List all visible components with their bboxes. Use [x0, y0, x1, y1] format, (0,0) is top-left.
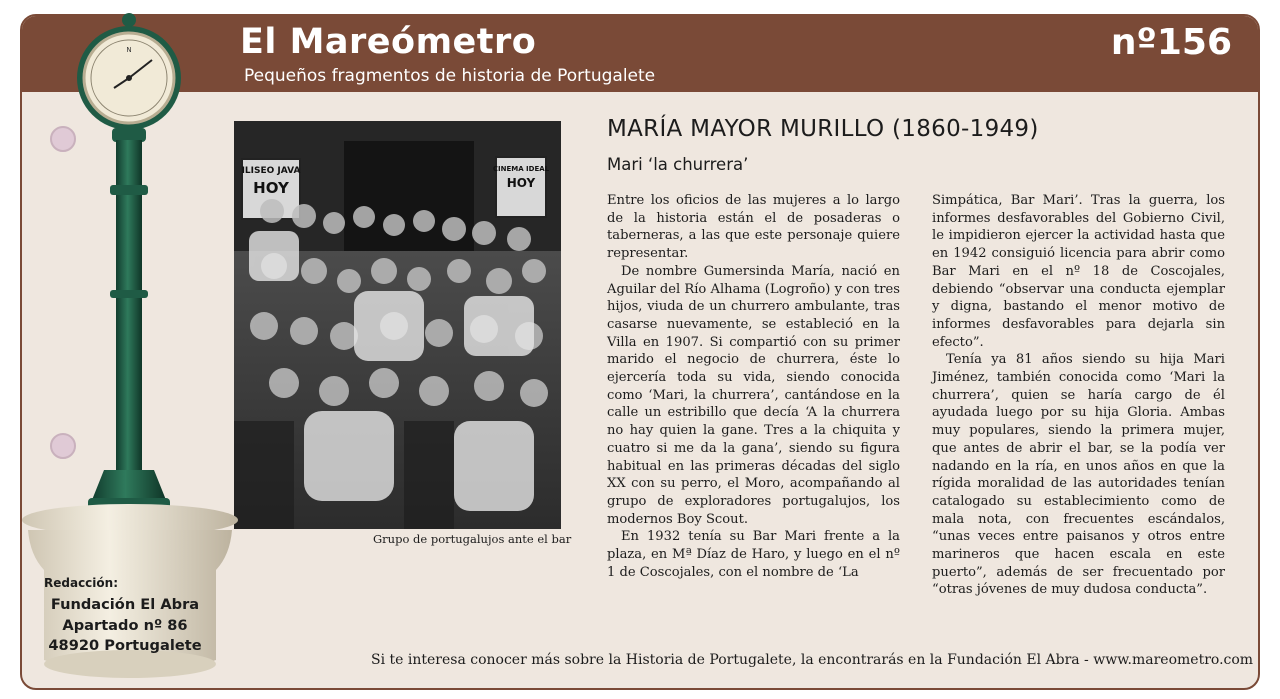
article-column-2	[932, 192, 1225, 598]
paragraph: Entre los oficios de las mujeres a lo largo de la historia están el de posaderas o taberneras, a las que este personaje quiere representar.	[607, 193, 900, 262]
archive-photo	[234, 121, 561, 529]
credits-label: Redacción:	[44, 576, 118, 590]
article-subtitle: Mari ‘la churrera’	[607, 155, 749, 174]
sign-2-line-2: HOY	[506, 176, 536, 190]
credits-block	[44, 576, 210, 657]
brand-title: El Mareómetro	[240, 22, 537, 62]
footer-note: Si te interesa conocer más sobre la Historia de Portugalete, la encontrarás en la Fundación El Abra - www.mareometro.com	[371, 652, 1254, 668]
paragraph: De nombre Gumersinda María, nació en Aguilar del Río Alhama (Logroño) y con tres hijos, viuda de un churrero ambulante, tras casarse nuevamente, se estableció en la Villa en 1907. Si compartió con su primer marido el negocio de churrera, éste lo ejercería toda su vida, siendo conocida como ‘Mari, la churrera’, cantándose en la calle un estribillo que decía ‘A la churrera no hay quien la gane. Tres a la chiquita y cuatro si me da la gana’, siendo su figura habitual en las primeras décadas del siglo XX con su perro, el Moro, acompañando al grupo de exploradores portugalujos, los modernos Boy Scout.	[607, 263, 900, 527]
archive-photo-illustration	[234, 121, 561, 529]
credits-line: 48920 Portugalete	[48, 637, 202, 654]
issue-number: nº156	[1110, 22, 1232, 63]
sign-2-line-1: CINEMA IDEAL	[492, 165, 550, 173]
paragraph: Tenía ya 81 años siendo su hija Mari Jiménez, también conocida como ‘Mari la churrera’, quien se haría cargo de él ayudada luego por su hija Gloria. Ambas muy populares, siendo la primera mujer, que antes de abrir el bar, se la podía ver nadando en la ría, en unos años en que la rígida moralidad de las autoridades tenían catalogado su establecimiento como de mala nota, con frecuentes escándalos, “unas veces entre paisanos y otros entre marineros que hacen escala en este puerto”, además de ser frecuentado por “otras jóvenes de muy dudosa conducta”.	[932, 352, 1225, 598]
photo-caption: Grupo de portugalujos ante el bar	[373, 532, 572, 546]
svg-text:N: N	[126, 46, 132, 54]
credits-line: Apartado nº 86	[62, 616, 188, 634]
paragraph: Simpática, Bar Mari’. Tras la guerra, los informes desfavorables del Gobierno Civil, le impidieron ejercer la actividad hasta que en 1942 consiguió licencia para abrir como Bar Mari en el nº 18 de Coscojales, debiendo “observar una conducta ejemplar y digna, bastando el menor motivo de informes desfavorables para dejarla sin efecto”.	[932, 193, 1225, 350]
sign-1-line-2: HOY	[253, 179, 289, 197]
article-column-1	[607, 192, 900, 592]
sign-1-line-1: ILISEO JAVA	[241, 166, 301, 176]
credits-line: Fundación El Abra	[50, 596, 200, 613]
paragraph: En 1932 tenía su Bar Mari frente a la plaza, en Mª Díaz de Haro, y luego en el nº 1 de Coscojales, con el nombre de ‘La	[607, 529, 900, 580]
article-title: MARÍA MAYOR MURILLO (1860-1949)	[607, 116, 1039, 142]
brand-subtitle: Pequeños fragmentos de historia de Portugalete	[244, 66, 656, 86]
